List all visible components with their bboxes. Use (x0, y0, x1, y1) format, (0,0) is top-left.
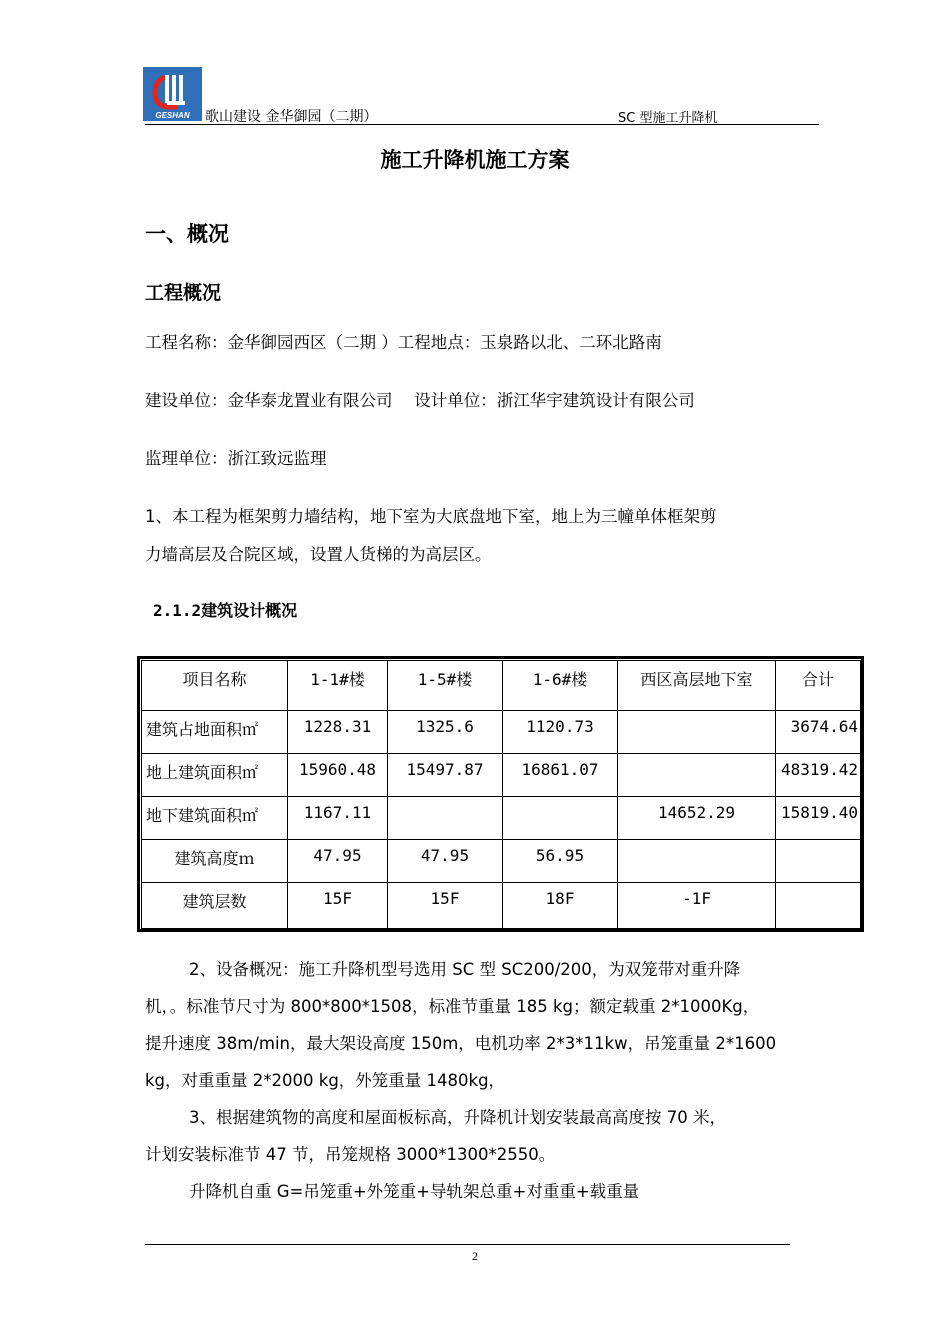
table-cell (776, 840, 861, 883)
table-row-label: 地下建筑面积㎡ (142, 797, 288, 840)
table-cell: 15819.40 (776, 797, 861, 840)
table-cell: 15F (288, 883, 388, 929)
table-cell: 56.95 (503, 840, 618, 883)
logo-text: GESHAN (155, 111, 190, 120)
table-cell: 1120.73 (503, 711, 618, 754)
equipment-paragraph-line-2: 机，。标准节尺寸为 800*800*1508，标准节重量 185 kg；额定载重 2*1000Kg， (145, 997, 760, 1016)
table-header-cell: 1-5#楼 (388, 661, 503, 711)
table-cell (776, 883, 861, 929)
table-row (142, 797, 861, 840)
self-weight-formula: 升降机自重 G=吊笼重+外笼重+导轨架总重+对重重+载重量 (189, 1182, 640, 1201)
table-cell: 1325.6 (388, 711, 503, 754)
equipment-paragraph-line-3: 提升速度 38m/min，最大架设高度 150m，电机功率 2*3*11kw，吊笼重量 2*1600 (145, 1034, 777, 1053)
table-header-cell: 合计 (776, 661, 861, 711)
table-cell (618, 711, 776, 754)
table-header-cell: 西区高层地下室 (618, 661, 776, 711)
table-row-label: 建筑层数 (142, 883, 288, 929)
table-cell: 47.95 (388, 840, 503, 883)
design-overview-heading (153, 598, 297, 621)
structure-paragraph-line-1: 1、本工程为框架剪力墙结构，地下室为大底盘地下室，地上为三幢单体框架剪 (145, 507, 717, 526)
footer-divider (145, 1244, 790, 1245)
table-cell: 47.95 (288, 840, 388, 883)
table-cell: 16861.07 (503, 754, 618, 797)
page-number: 2 (472, 1249, 478, 1263)
table-header-cell: 项目名称 (142, 661, 288, 711)
table-cell: 15F (388, 883, 503, 929)
subsection-heading: 工程概况 (145, 282, 222, 304)
table-cell: 48319.42 (776, 754, 861, 797)
table-header-cell: 1-1#楼 (288, 661, 388, 711)
geshan-logo-icon (143, 67, 202, 121)
table-header-cell: 1-6#楼 (503, 661, 618, 711)
table-row-label: 地上建筑面积㎡ (142, 754, 288, 797)
table-cell (618, 754, 776, 797)
table-row-label: 建筑高度ｍ (142, 840, 288, 883)
header-project-name: 歌山建设 金华御园（二期） (205, 109, 378, 125)
table-cell: 1228.31 (288, 711, 388, 754)
table-cell: 1167.11 (288, 797, 388, 840)
design-overview-label: 建筑设计概况 (201, 601, 298, 620)
table-row (142, 840, 861, 883)
company-logo (143, 67, 202, 121)
table-cell (388, 797, 503, 840)
installation-paragraph-line-1: 3、根据建筑物的高度和屋面板标高，升降机计划安装最高高度按 70 米， (189, 1108, 726, 1127)
units-line: 建设单位：金华泰龙置业有限公司 设计单位：浙江华宇建筑设计有限公司 (145, 391, 695, 410)
header-divider (145, 124, 819, 125)
table-cell: 14652.29 (618, 797, 776, 840)
header-document-type: SC 型施工升降机 (618, 111, 718, 126)
table-row (142, 754, 861, 797)
supervisor-line: 监理单位：浙江致远监理 (145, 449, 327, 468)
installation-paragraph-line-2: 计划安装标准节 47 节，吊笼规格 3000*1300*2550。 (145, 1145, 556, 1164)
table-cell: 18F (503, 883, 618, 929)
building-overview-table (141, 660, 861, 929)
document-title: 施工升降机施工方案 (380, 148, 570, 172)
table-header-row (142, 661, 861, 711)
table-cell: 3674.64 (776, 711, 861, 754)
table-row (142, 883, 861, 929)
table-cell: 15497.87 (388, 754, 503, 797)
equipment-paragraph-line-1: 2、设备概况：施工升降机型号选用 SC 型 SC200/200，为双笼带对重升降 (189, 960, 741, 979)
section-heading: 一、概况 (145, 222, 229, 246)
table-row (142, 711, 861, 754)
structure-paragraph-line-2: 力墙高层及合院区域，设置人货梯的为高层区。 (145, 545, 492, 564)
project-name-line: 工程名称：金华御园西区（二期 ）工程地点：玉泉路以北、二环北路南 (145, 333, 662, 352)
table-row-label: 建筑占地面积㎡ (142, 711, 288, 754)
table-cell (503, 797, 618, 840)
table-cell: 15960.48 (288, 754, 388, 797)
table-cell (618, 840, 776, 883)
design-overview-number: 2.1.2 (153, 601, 202, 620)
equipment-paragraph-line-4: kg，对重重量 2*2000 kg，外笼重量 1480kg， (145, 1071, 506, 1090)
table-cell: -1F (618, 883, 776, 929)
